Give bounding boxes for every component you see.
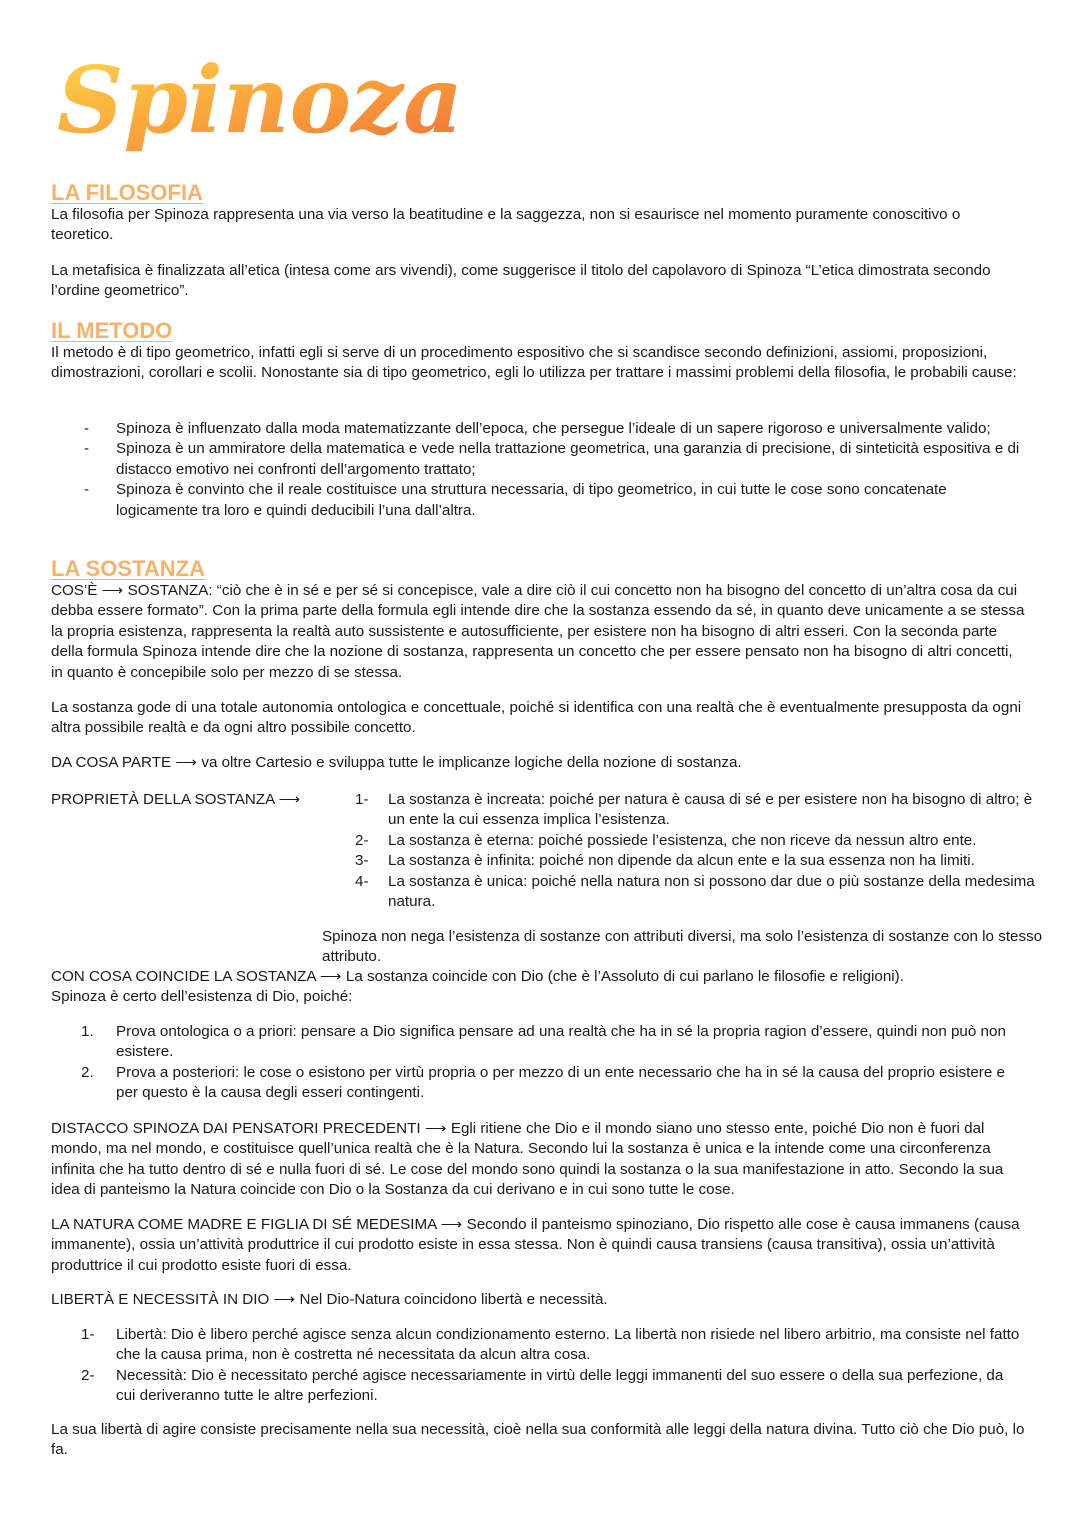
metodo-paragraph: Il metodo è di tipo geometrico, infatti egli si serve di un procedimento espositivo che si scandisce secondo definizioni, assiomi, proposizioni, dimostrazioni, corollari e scolii. Nonostante sia di tipo geometrico, egli lo utilizza per trattare i massimi problemi della filosofia, le probabili cause: — [51, 344, 1017, 382]
page-title — [55, 30, 463, 180]
certo-text: Spinoza è certo dell’esistenza di Dio, poiché: — [51, 988, 353, 1006]
list-item: - Spinoza è influenzato dalla moda matematizzante dell’epoca, che persegue l’ideale di un sapere rigoroso e universalmente valido; — [84, 420, 991, 437]
props-note-block — [322, 927, 1050, 968]
liberta-list-block — [51, 1325, 1026, 1407]
section-sostanza — [51, 557, 1026, 683]
filosofia-paragraph-1: La filosofia per Spinoza rappresenta una via verso la beatitudine e la saggezza, non si esaurisce nel momento puramente conoscitivo o teoretico. — [51, 206, 961, 244]
distacco-text: DISTACCO SPINOZA DAI PENSATORI PRECEDENTI ⟶ Egli ritiene che Dio e il mondo siano uno stesso ente, poiché Dio non è fuori dal mondo, ma nel mondo, e costituisce quell’unica realtà che è la Natura. Secondo lui la sostanza è unica e la intende come una circonferenza infinita che ha tutto dentro di sé e nulla fuori di sé. Le cose del mondo sono quindi la sostanza o la sua manifestazione in atto. Secondo la sua idea di panteismo la Natura coincide con Dio o la Sostanza da cui derivano e in cui sono tutte le cose. — [51, 1120, 1004, 1199]
natura-block — [51, 1215, 1026, 1276]
title-text: Spinoza — [57, 46, 463, 154]
natura-text: LA NATURA COME MADRE E FIGLIA DI SÉ MEDESIMA ⟶ Secondo il panteismo spinoziano, Dio rispetto alle cose è causa immanens (causa immanente), ossia un’attività produttrice il cui prodotto esiste in essa stessa. Non è quindi causa transiens (causa transitiva), ossia un’attività produttrice il cui prodotto esiste fuori di essa. — [51, 1216, 1020, 1274]
sostanza-autonomia-block — [51, 698, 1026, 739]
filosofia-paragraph-2: La metafisica è finalizzata all’etica (intesa come ars vivendi), come suggerisce il titolo del capolavoro di Spinoza “L’etica dimostrata secondo l’ordine geometrico”. — [51, 262, 991, 300]
conclusione-block — [51, 1420, 1026, 1461]
list-item: - Spinoza è un ammiratore della matematica e vede nella trattazione geometrica, una garanzia di precisione, di sinteticità espositiva e di distacco emotivo nei confronti dell’argomento trattato; — [84, 440, 1020, 478]
title-lettering — [55, 30, 463, 180]
prove-list — [51, 1022, 1026, 1104]
list-item: - Spinoza è convinto che il reale costituisce una struttura necessaria, di tipo geometrico, in cui tutte le cose sono concatenate logicamente tra loro e quindi deducibili l’una dall’altra. — [84, 481, 947, 519]
prove-list-block — [51, 1022, 1026, 1104]
coincide-text: CON COSA COINCIDE LA SOSTANZA ⟶ La sostanza coincide con Dio (che è l’Assoluto di cui parlano le filosofie e religioni). — [51, 968, 904, 985]
coincide-block — [51, 967, 1026, 1008]
filosofia-paragraph-2-block — [51, 261, 1026, 302]
metodo-causes-list — [51, 419, 1026, 521]
heading-sostanza: LA SOSTANZA — [51, 556, 205, 581]
list-item: 1- La sostanza è increata: poiché per natura è causa di sé e per esistere non ha bisogno di altro; è un ente la cui essenza implica l’esistenza. — [355, 791, 1033, 829]
metodo-causes-list-block — [51, 419, 1026, 521]
conclusione-text: La sua libertà di agire consiste precisamente nella sua necessità, cioè nella sua conformità alle leggi della natura divina. Tutto ciò che Dio può, lo fa. — [51, 1421, 1025, 1459]
section-metodo — [51, 319, 1026, 384]
heading-filosofia: LA FILOSOFIA — [51, 180, 203, 205]
props-label-block — [51, 790, 351, 810]
list-item: 3- La sostanza è infinita: poiché non dipende da alcun ente e la sua essenza non ha limiti. — [355, 852, 975, 870]
section-filosofia — [51, 181, 1026, 246]
list-item: 1. Prova ontologica o a priori: pensare a Dio significa pensare ad una realtà che ha in sé la propria ragion d’essere, quindi non può non esistere. — [81, 1023, 1006, 1061]
props-label: PROPRIETÀ DELLA SOSTANZA ⟶ — [51, 791, 301, 808]
props-list — [355, 790, 1035, 912]
heading-metodo: IL METODO — [51, 318, 173, 343]
liberta-text: LIBERTÀ E NECESSITÀ IN DIO ⟶ Nel Dio-Natura coincidono libertà e necessità. — [51, 1291, 608, 1308]
sostanza-autonomia: La sostanza gode di una totale autonomia ontologica e concettuale, poiché si identifica con una realtà che è eventualmente presupposta da ogni altra possibile realtà e da ogni altro possibile concetto. — [51, 699, 1022, 737]
list-item: 2- Necessità: Dio è necessitato perché agisce necessariamente in virtù delle leggi immanenti del suo essere o della sua perfezione, da cui deriveranno tutte le altre perfezioni. — [81, 1366, 1004, 1405]
sostanza-definition: COS’È ⟶ SOSTANZA: “ciò che è in sé e per sé si concepisce, vale a dire ciò il cui concetto non ha bisogno del concetto di un’altra cosa da cui debba essere formato”. Con la prima parte della formula egli intende dire che la sostanza essendo da sé, in quanto deve unicamente a se stessa la propria esistenza, rappresenta la realtà auto sussistente e autosufficiente, per esistere non ha bisogno di altri esseri. Con la seconda parte della formula Spinoza intende dire che la nozione di sostanza, rappresenta un concetto che per essere pensato non ha bisogno di altri concetti, in quanto è concepibile solo per mezzo di se stessa. — [51, 582, 1025, 681]
list-item: 1- Libertà: Dio è libero perché agisce senza alcun condizionamento esterno. La libertà non risiede nel libero arbitrio, ma consiste nel fatto che la causa prima, non è costretta né necessitata da alcun altra cosa. — [81, 1326, 1020, 1364]
props-note: Spinoza non nega l’esistenza di sostanze con attributi diversi, ma solo l’esistenza di sostanze con lo stesso attributo. — [322, 928, 1043, 966]
liberta-block — [51, 1290, 1026, 1310]
list-item: 2- La sostanza è eterna: poiché possiede l’esistenza, che non riceve da nessun altro ente. — [355, 831, 977, 849]
sostanza-da-cosa-parte: DA COSA PARTE ⟶ va oltre Cartesio e sviluppa tutte le implicanze logiche della nozione di sostanza. — [51, 754, 742, 771]
sostanza-da-cosa-parte-block — [51, 753, 1026, 773]
distacco-block — [51, 1119, 1026, 1201]
liberta-list — [51, 1325, 1026, 1407]
list-item: 2. Prova a posteriori: le cose o esistono per virtù propria o per mezzo di un ente necessario che ha in sé la causa del proprio esistere e per questo è la causa degli esseri contingenti. — [81, 1063, 1005, 1102]
list-item: 4- La sostanza è unica: poiché nella natura non si possono dar due o più sostanze della medesima natura. — [355, 872, 1035, 911]
